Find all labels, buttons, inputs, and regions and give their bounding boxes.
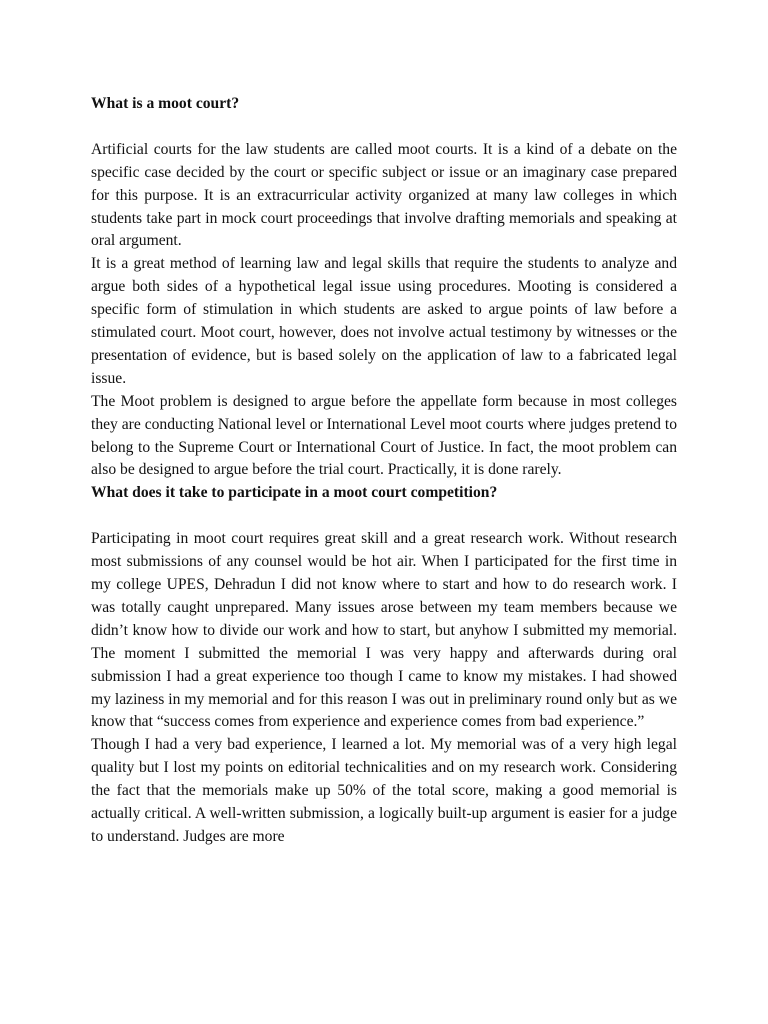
heading-participation: What does it take to participate in a moot court competition? xyxy=(91,484,498,502)
heading-what-is-moot-court: What is a moot court? xyxy=(91,95,240,112)
paragraph-definition: Artificial courts for the law students are called moot courts. It is a kind of a debate on the specific case decided by the court or specific subject or issue or an imaginary case prepared for this purpose. It is an extracurricular activity organized at many law colleges in which students take part in mock court proceedings that involve drafting memorials and speaking at oral argument. xyxy=(91,140,677,250)
spacer xyxy=(91,116,677,139)
paragraph-moot-problem: The Moot problem is designed to argue before the appellate form because in most colleges they are conducting National level or International Level moot courts where judges pretend to belong to the Supreme Court or International Court of Justice. In fact, the moot problem can also be designed to argue before the trial court. Practically, it is done rarely. xyxy=(91,392,677,479)
paragraph-experience: Participating in moot court requires great skill and a great research work. Without research most submissions of any counsel would be hot air. When I participated for the first time in my college UPES, Dehradun I did not know where to start and how to do research work. I was totally caught unprepared. Many issues arose between my team members because we didn’t know how to divide our work and how to start, but anyhow I submitted my memorial. The moment I submitted the memorial I was very happy and afterwards during oral submission I had a great experience too though I came to know my mistakes. I had showed my laziness in my memorial and for this reason I was out in preliminary round only but as we know that “success comes from experience and experience comes from bad experience.” xyxy=(91,530,677,731)
document-page xyxy=(91,93,677,849)
spacer xyxy=(91,505,677,528)
paragraph-learning-method: It is a great method of learning law and legal skills that require the students to analyze and argue both sides of a hypothetical legal issue using procedures. Mooting is considered a specific form of stimulation in which students are asked to argue points of law before a stimulated court. Moot court, however, does not involve actual testimony by witnesses or the presentation of evidence, but is based solely on the application of law to a fabricated legal issue. xyxy=(91,255,677,387)
paragraph-lessons: Though I had a very bad experience, I learned a lot. My memorial was of a very high legal quality but I lost my points on editorial technicalities and on my research work. Considering the fact that the memorials make up 50% of the total score, making a good memorial is actually critical. A well-written submission, a logically built-up argument is easier for a judge to understand. Judges are more xyxy=(91,736,677,845)
